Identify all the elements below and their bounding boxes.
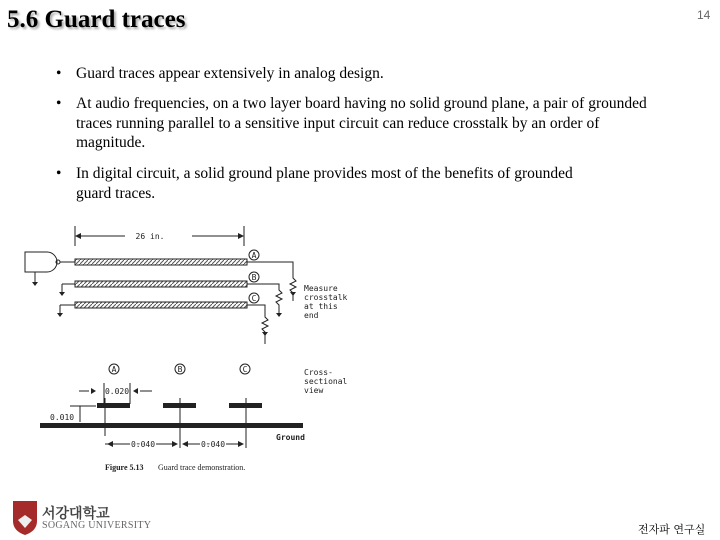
trace-label-a: A [251, 251, 257, 260]
cross-label-a: A [111, 365, 117, 374]
bullet-marker: • [56, 165, 62, 182]
bullet-text: Guard traces appear extensively in analog design. [76, 65, 384, 82]
cross-label-b: B [177, 365, 183, 374]
trace-label-c: C [251, 294, 257, 303]
university-name-korean: 서강대학교 [42, 506, 110, 522]
spacing-dim: 0.040 [130, 440, 156, 449]
height-dim: 0.010 [50, 413, 75, 422]
trace-label-b: B [251, 273, 257, 282]
spacing-dim: 0.040 [200, 440, 226, 449]
figure-caption: Guard trace demonstration. [158, 463, 246, 472]
university-name-english: SOGANG UNIVERSITY [42, 520, 152, 531]
bullet-text: In digital circuit, a solid ground plane provides most of the benefits of grounded guard traces. [76, 165, 573, 202]
bullet-text: At audio frequencies, on a two layer board having no solid ground plane, a pair of grounded traces running parallel to a sensitive input circuit can reduce crosstalk by an order of magnitude. [76, 95, 647, 151]
cross-note: Cross- [304, 368, 333, 377]
bullet-marker: • [56, 65, 62, 82]
cross-label-c: C [242, 365, 248, 374]
university-shield-logo [12, 500, 38, 536]
cross-note: sectional [304, 377, 348, 386]
cross-note: view [304, 386, 324, 395]
width-dim: 0.020 [104, 387, 130, 396]
bullet-marker: • [56, 95, 62, 112]
lab-name: 전자파 연구실 [638, 523, 706, 536]
slide-title: 5.6 Guard traces [7, 6, 186, 33]
measure-note: crosstalk [304, 293, 348, 302]
ground-label: Ground [276, 433, 305, 442]
measure-note: at this [304, 302, 338, 311]
length-label: 26 in. [135, 232, 165, 241]
figure-caption-number: Figure 5.13 [105, 463, 144, 472]
measure-note: Measure [304, 284, 338, 293]
measure-note: end [304, 311, 319, 320]
page-number: 14 [697, 8, 711, 22]
